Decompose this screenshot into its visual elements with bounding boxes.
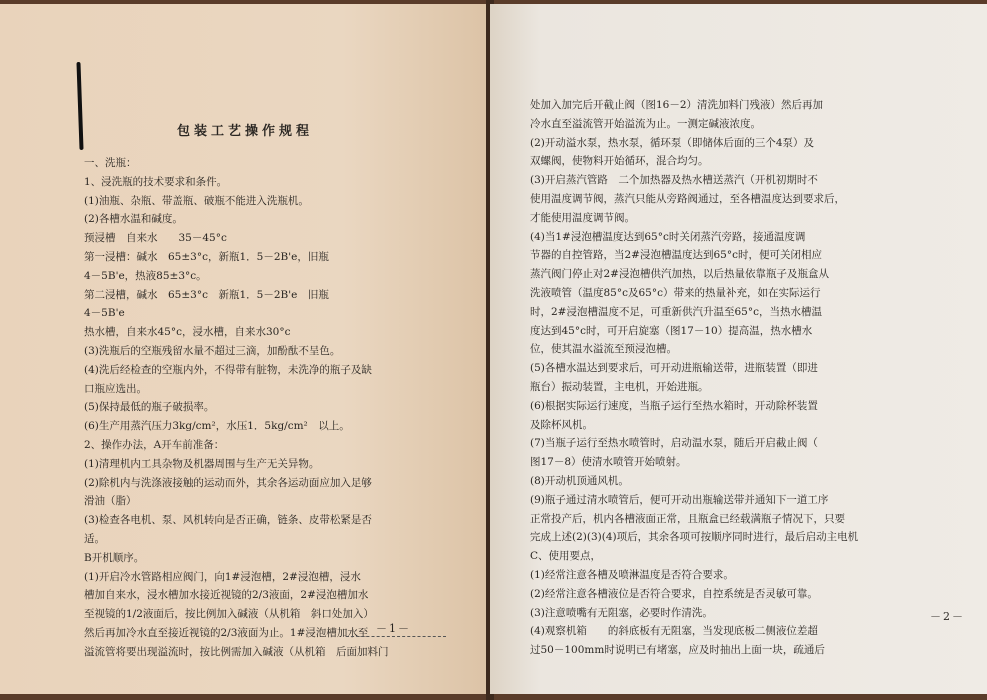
text-line: 处加入加完后开截止阀（图16－2）清洗加料门残液）然后再加 [530,99,824,111]
text-line: (1)清理机内工具杂物及机器周围与生产无关异物。 [84,457,320,470]
text-line: 预浸槽 自来水 35－45°c [84,232,227,245]
text-line: (4)当1#浸泡槽温度达到65°c时关闭蒸汽旁路，接通温度调 [530,230,806,243]
text-line: (2)除机内与洗涤液接触的运动而外，其余各运动面应加入足够 [84,476,372,489]
text-line: (3)开启蒸汽管路 二个加热器及热水槽送蒸汽（开机初期时不 [530,174,818,187]
text-line: 位，使其温水溢流至预浸泡槽。 [530,343,677,356]
text-line: (4)洗后经检查的空瓶内外，不得带有脏物，未洗净的瓶子及缺 [84,363,372,376]
text-line: (1)油瓶、杂瓶、带盖瓶、破瓶不能进入洗瓶机。 [84,194,309,207]
right-page-text [530,96,950,660]
text-line: (6)根据实际运行速度，当瓶子运行至热水箱时，开动除杯装置 [530,399,818,412]
text-line: (1)开启冷水管路相应阀门，向1#浸泡槽，2#浸泡槽，浸水 [84,570,361,583]
text-line: 度达到45°c时，可开启旋塞（图17－10）提高温，热水槽水 [530,324,813,337]
text-line: 适。 [84,532,105,545]
text-line: (4)观察机箱 的斜底板有无阻塞，当发现底板二侧液位差超 [530,625,818,638]
text-line: 图17－8）使清水喷管开始喷射。 [530,456,687,469]
text-line: 完成上述(2)(3)(4)项后，其余各项可按顺序同时进行，最后启动主电机 [530,531,859,544]
text-line: 过50－100mm时说明已有堵塞，应及时抽出上面一块，疏通后 [530,644,825,657]
text-line: (2)经常注意各槽液位是否符合要求，自控系统是否灵敏可靠。 [530,587,818,600]
text-line: C、使用要点， [530,550,602,563]
text-line: 一、洗瓶： [84,157,137,169]
text-line: (2)各槽水温和碱度。 [84,213,183,226]
text-line: (2)开动溢水泵，热水泵，循环泵（即储体后面的三个4泵）及 [530,136,815,149]
text-line: 蒸汽阀门停止对2#浸泡槽供汽加热，以后热量依靠瓶子及瓶盒从 [530,268,829,281]
text-line: 正常投产后，机内各槽液面正常，且瓶盒已经载满瓶子情况下，只要 [530,512,845,525]
text-line: 4－5B'e [84,307,125,320]
text-line: 瓶台）振动装置，主电机，开始进瓶。 [530,380,709,393]
text-line: B开机顺序。 [84,551,145,564]
left-page-text [84,154,444,662]
text-line: 至视镜的1/2液面后，按比例加入碱液（从机箱 斜口处加入） [84,608,374,621]
text-line: (3)洗瓶后的空瓶残留水量不超过三滴，加酚酞不呈色。 [84,344,341,357]
text-line: (9)瓶子通过清水喷管后，便可开动出瓶输送带并通知下一道工序 [530,493,829,506]
text-line: 时，2#浸泡槽温度不足，可重新供汽升温至65°c，当热水槽温 [530,305,822,318]
text-line: (8)开动机顶通风机。 [530,474,629,487]
document-title: 包装工艺操作规程 [176,124,313,139]
text-line: (3)检查各电机、泵、风机转向是否正确，链条、皮带松紧是否 [84,514,372,527]
text-line: 及除杯风机。 [530,418,593,431]
text-line: (7)当瓶子运行至热水喷管时，启动温水泵，随后开启截止阀（ [530,437,818,450]
page-number-right: －2－ [930,610,965,623]
text-line: (3)注意喷嘴有无阻塞，必要时作清洗。 [530,606,713,619]
text-line: 冷水直至溢流管开始溢流为止。一测定碱液浓度。 [530,117,761,130]
text-line: (5)各槽水温达到要求后，可开动进瓶输送带，进瓶装置（即进 [530,362,818,375]
text-line: 4－5B'e，热液85±3°c。 [84,269,207,282]
text-line: 然后再加冷水直至接近视镜的2/3液面为止。1#浸泡槽加水至 [84,626,369,639]
text-line: 第一浸槽：碱水 65±3°c，新瓶1．5－2B'e，旧瓶 [84,250,329,263]
page-number-left: －1－ [376,622,411,635]
text-line: (1)经常注意各槽及喷淋温度是否符合要求。 [530,568,734,581]
right-page [490,4,987,694]
text-line: 使用温度调节阀，蒸汽只能从旁路阀通过，至各槽温度达到要求后， [530,192,845,205]
text-line: 节器的自控管路，当2#浸泡槽温度达到65°c时，便可关闭相应 [530,249,822,262]
left-page [0,4,490,694]
text-line: (5)保持最低的瓶子破损率。 [84,401,215,414]
text-line: (6)生产用蒸汽压力3kg/cm²，水压1．5kg/cm² 以上。 [84,420,350,433]
text-line: 第二浸槽，碱水 65±3°c 新瓶1．5－2B'e 旧瓶 [84,288,329,301]
text-line: 1、浸洗瓶的技术要求和条件。 [84,175,228,188]
text-line: 溢流管将要出现溢流时，按比例需加入碱液（从机箱 后面加料门 [84,645,389,658]
text-line: 热水槽，自来水45°c，浸水槽，自来水30°c [84,326,291,339]
text-line: 槽加自来水，浸水槽加水接近视镜的2/3液面，2#浸泡槽加水 [84,589,369,602]
text-line: 2、操作办法，A开车前准备： [84,438,225,451]
text-line: 双螺阀，使物料开始循环，混合均匀。 [530,155,709,168]
text-line: 口瓶应选出。 [84,382,147,395]
page-footer-rule [346,636,446,637]
text-line: 洗液喷管（温度85°c及65°c）带来的热量补充，如在实际运行 [530,286,821,299]
text-line: 才能使用温度调节阀。 [530,211,635,224]
text-line: 滑油（脂） [84,495,137,508]
